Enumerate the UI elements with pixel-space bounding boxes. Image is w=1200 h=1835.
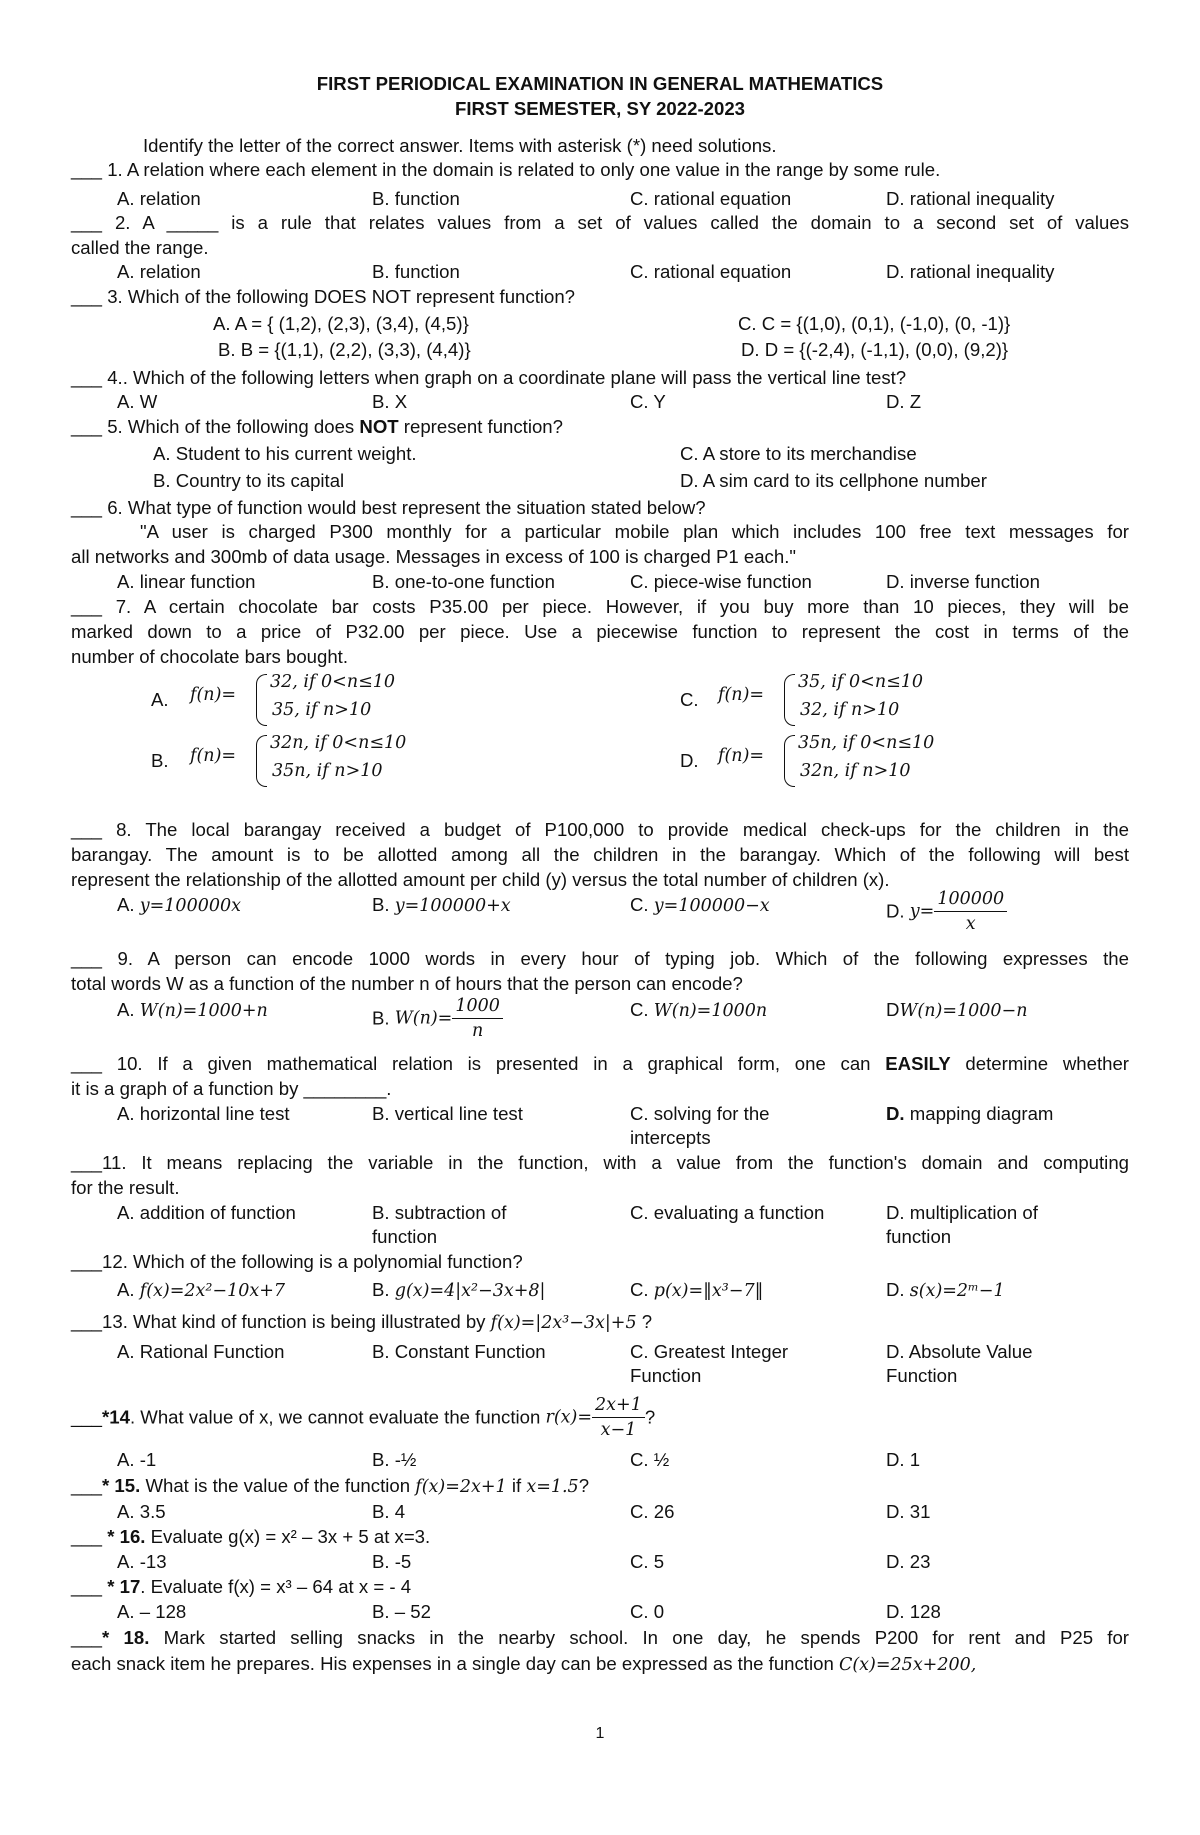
q14-option-b: B. -½: [372, 1449, 417, 1470]
page-number: 1: [595, 1725, 605, 1742]
q11-option-d: D. multiplication of: [886, 1202, 1038, 1223]
q3-option-c: C. C = {(1,0), (0,1), (-1,0), (0, -1)}: [738, 313, 1011, 334]
q12-option-d: D. s(x)=2ᵐ−1: [886, 1279, 1005, 1301]
q8-option-c: C. y=100000−x: [630, 894, 770, 916]
q17-option-c: C. 0: [630, 1601, 665, 1622]
q7-option-b-label: B.: [151, 750, 169, 771]
q8-option-a: A. y=100000x: [117, 894, 241, 916]
question-17-stem: ___ * 17. Evaluate f(x) = x³ – 64 at x = - 4: [71, 1576, 412, 1597]
q15-option-a: A. 3.5: [117, 1501, 166, 1522]
question-18-stem-cont: each snack item he prepares. His expenses in a single day can be expressed as the function C(x)=25x+200,: [71, 1653, 977, 1675]
q2-option-b: B. function: [372, 261, 460, 282]
q12-option-b: B. g(x)=4|x²−3x+8|: [372, 1279, 546, 1301]
question-16-stem: ___ * 16. Evaluate g(x) = x² – 3x + 5 at x=3.: [71, 1526, 431, 1547]
q11-option-b-cont: function: [372, 1226, 438, 1247]
q5-option-b: B. Country to its capital: [153, 470, 345, 491]
q11-option-a: A. addition of function: [117, 1202, 296, 1223]
q10-option-d: D. mapping diagram: [886, 1103, 1054, 1124]
q16-option-a: A. -13: [117, 1551, 167, 1572]
q14-option-c: C. ½: [630, 1449, 670, 1470]
q2-option-a: A. relation: [117, 261, 201, 282]
q11-option-c: C. evaluating a function: [630, 1202, 825, 1223]
q9-option-b: B. W(n)= $\frac{1000}{n}$: [372, 994, 503, 1043]
question-7-stem-cont: marked down to a price of P32.00 per piece. Use a piecewise function to represent the cost in terms of the: [71, 621, 1129, 642]
q7-option-a-label: A.: [151, 689, 169, 710]
q14-option-a: A. -1: [117, 1449, 157, 1470]
q6-option-b: B. one-to-one function: [372, 571, 555, 592]
question-4-stem: ___ 4.. Which of the following letters when graph on a coordinate plane will pass the vertical line test?: [71, 367, 907, 388]
exam-subtitle: FIRST SEMESTER, SY 2022-2023: [454, 98, 746, 119]
q9-option-c: C. W(n)=1000n: [630, 999, 768, 1021]
q4-option-c: C. Y: [630, 391, 666, 412]
question-9-stem-cont: total words W as a function of the number n of hours that the person can encode?: [71, 973, 743, 994]
q12-option-c: C. p(x)=‖x³−7‖: [630, 1279, 764, 1301]
q16-option-b: B. -5: [372, 1551, 412, 1572]
question-8-stem-cont: barangay. The amount is to be allotted among all the children in the barangay. Which of the following will best: [71, 844, 1129, 865]
q8-option-b: B. y=100000+x: [372, 894, 511, 916]
question-12-stem: ___12. Which of the following is a polynomial function?: [71, 1251, 523, 1272]
question-11-stem: ___11. It means replacing the variable in the function, with a value from the function's domain and computing: [71, 1152, 1129, 1173]
q17-option-a: A. – 128: [117, 1601, 187, 1622]
q5-option-a: A. Student to his current weight.: [153, 443, 417, 464]
q9-option-d: DW(n)=1000−n: [886, 999, 1028, 1021]
question-15-stem: ___* 15. What is the value of the function f(x)=2x+1 if x=1.5?: [71, 1475, 590, 1497]
q8-option-d: D. y= $\frac{100000}{x}$: [886, 887, 1007, 936]
question-7-stem: ___ 7. A certain chocolate bar costs P35.00 per piece. However, if you buy more than 10 pieces, they will be: [71, 596, 1129, 617]
q6-option-d: D. inverse function: [886, 571, 1040, 592]
q5-option-c: C. A store to its merchandise: [680, 443, 917, 464]
q13-option-c: C. Greatest Integer: [630, 1341, 789, 1362]
q15-option-d: D. 31: [886, 1501, 931, 1522]
q3-option-d: D. D = {(-2,4), (-1,1), (0,0), (9,2)}: [741, 339, 1009, 360]
q6-option-a: A. linear function: [117, 571, 256, 592]
question-3-stem: ___ 3. Which of the following DOES NOT represent function?: [71, 286, 576, 307]
question-10-stem-cont: it is a graph of a function by ________.: [71, 1078, 392, 1099]
q11-option-b: B. subtraction of: [372, 1202, 507, 1223]
q10-option-a: A. horizontal line test: [117, 1103, 290, 1124]
q11-option-d-cont: function: [886, 1226, 952, 1247]
exam-page: FIRST PERIODICAL EXAMINATION IN GENERAL MATHEMATICS FIRST SEMESTER, SY 2022-2023 Identify the letter of the correct answer. Items with asterisk (*) need solutions. ___ 1. A relation where each element in the domain is related to only one value in the range by some rule. A. relation B. function C. rational equation D. rational inequality ___ 2. A _____ is a rule that relates values from a set of values called the domain to a second set of values called the range. A. relation B. function C. rational equation D. rational inequality ___ 3. Which of the following DOES NOT represent function? A. A = { (1,2), (2,3), (3,4), (4,5)} C. C = {(1,0), (0,1), (-1,0), (0, -1)} B. B = {(1,1), (2,2), (3,3), (4,4)} D. D = {(-2,4), (-1,1), (0,0), (9,2)} ___ 4.. Which of the following letters when graph on a coordinate plane will pass the vertical line test? A. W B. X C. Y D. Z ___ 5. Which of the following does NOT represent function? A. Student to his current weight. C. A store to its merchandise B. Country to its capital D. A sim card to its cellphone number ___ 6. What type of function would best represent the situation stated below? "A user is charged P300 monthly for a particular mobile plan which includes 100 free text messages for all networks and 300mb of data usage. Messages in excess of 100 is charged P1 each." A. linear function B. one-to-one function C. piece-wise function D. inverse function ___ 7. A certain chocolate bar costs P35.00 per piece. However, if you buy more than 10 pieces, they will be marked down to a price of P32.00 per piece. Use a piecewise function to represent the cost in terms of the number of chocolate bars bought. A. f(n)= 32, if 0<n≤10 35, if n>10 C. f(n)= 35, if 0<n≤10 32, if n>10 B. f(n)= 32n, if 0<n≤10 35n, if n>10 D. f(n)= 35n, if 0<n≤10 32n, if n>10 ___ 8. The local barangay received a budget of P100,000 to provide medical check-ups for the children in the barangay. The amount is to be allotted among all the children in the barangay. Which of the following will best represent the relationship of the allotted amount per child (y) versus the total number of children (x). A. y=100000x B. y=100000+x C. y=100000−x D. y= $\frac{100000}{x}$ ___ 9. A person can encode 1000 words in every hour of typing job. Which of the following expresses the total words W as a function of the number n of hours that the person can encode? A. W(n)=1000+n B. W(n)= $\frac{1000}{n}$ C. W(n)=1000n DW(n)=1000−n ___ 10. If a given mathematical relation is presented in a graphical form, one can EASILY determine whether it is a graph of a function by ________. A. horizontal line test B. vertical line test C. solving for the intercepts D. mapping diagram ___11. It means replacing the variable in the function, with a value from the function's domain and computing for the result. A. addition of function B. subtraction of function C. evaluating a function D. multiplication of function ___12. Which of the following is a polynomial function? A. f(x)=2x²−10x+7 B. g(x)=4|x²−3x+8| C. p(x)=‖x³−7‖ D. s(x)=2ᵐ−1 ___13. What kind of function is being illustrated by f(x)=|2x³−3x|+5 ? A. Rational Function B. Constant Function C. Greatest Integer Function D. Absolute Value Function ___*14. What value of x, we cannot evaluate the function r(x)= $\frac{2x+1}{x-1}$ ? A. -1 B. -½ C. ½ D. 1 ___* 15. What is the value of the function f(x)=2x+1 if x=1.5? A. 3.5 B. 4 C. 26 D. 31 ___ * 16. Evaluate g(x) = x² – 3x + 5 at x=3. A. -13 B. -5 C. 5 D. 23 ___ * 17. Evaluate f(x) = x³ – 64 at x = - 4 A. – 128 B. – 52 C. 0 D. 128 ___* 18. Mark started selling snacks in the nearby school. In one day, he spends P200 for rent and P25 for each snack item he prepares. His expenses in a single day can be expressed as the function C(x)=25x+200, 1: [0, 0, 1200, 1835]
q5-option-d: D. A sim card to its cellphone number: [680, 470, 987, 491]
question-11-stem-cont: for the result.: [71, 1177, 180, 1198]
q6-scenario: "A user is charged P300 monthly for a particular mobile plan which includes 100 free text messages for: [140, 521, 1129, 542]
q4-option-d: D. Z: [886, 391, 922, 412]
question-9-stem: ___ 9. A person can encode 1000 words in every hour of typing job. Which of the following expresses the: [71, 948, 1129, 969]
q1-option-b: B. function: [372, 188, 460, 209]
q14-option-d: D. 1: [886, 1449, 921, 1470]
question-8-stem-end: represent the relationship of the allotted amount per child (y) versus the total number of children (x).: [71, 869, 890, 890]
q13-option-d-cont: Function: [886, 1365, 958, 1386]
q13-option-b: B. Constant Function: [372, 1341, 546, 1362]
q12-option-a: A. f(x)=2x²−10x+7: [117, 1279, 286, 1301]
question-6-stem: ___ 6. What type of function would best represent the situation stated below?: [71, 497, 706, 518]
q16-option-d: D. 23: [886, 1551, 931, 1572]
question-2-stem: ___ 2. A _____ is a rule that relates values from a set of values called the domain to a second set of values: [71, 212, 1129, 233]
q7-option-c-label: C.: [680, 689, 699, 710]
q4-option-b: B. X: [372, 391, 408, 412]
question-7-stem-end: number of chocolate bars bought.: [71, 646, 349, 667]
q16-option-c: C. 5: [630, 1551, 665, 1572]
question-2-stem-cont: called the range.: [71, 237, 209, 258]
q3-option-b: B. B = {(1,1), (2,2), (3,3), (4,4)}: [218, 339, 471, 360]
q1-option-a: A. relation: [117, 188, 201, 209]
question-10-stem: ___ 10. If a given mathematical relation is presented in a graphical form, one can EASILY determine whether: [71, 1053, 1129, 1074]
q6-scenario-cont: all networks and 300mb of data usage. Messages in excess of 100 is charged P1 each.": [71, 546, 796, 567]
question-1-stem: ___ 1. A relation where each element in the domain is related to only one value in the range by some rule.: [71, 159, 941, 180]
instructions: Identify the letter of the correct answer. Items with asterisk (*) need solutions.: [143, 135, 777, 156]
q13-option-d: D. Absolute Value: [886, 1341, 1033, 1362]
question-14-stem: ___*14. What value of x, we cannot evaluate the function r(x)= $\frac{2x+1}{x-1}$ ?: [71, 1395, 656, 1440]
q15-option-c: C. 26: [630, 1501, 675, 1522]
question-8-stem: ___ 8. The local barangay received a budget of P100,000 to provide medical check-ups for the children in the: [71, 819, 1129, 840]
q13-option-c-cont: Function: [630, 1365, 702, 1386]
q1-option-d: D. rational inequality: [886, 188, 1055, 209]
q13-option-a: A. Rational Function: [117, 1341, 285, 1362]
q17-option-b: B. – 52: [372, 1601, 431, 1622]
q2-option-c: C. rational equation: [630, 261, 792, 282]
q17-option-d: D. 128: [886, 1601, 941, 1622]
q2-option-d: D. rational inequality: [886, 261, 1055, 282]
q10-option-c-cont: intercepts: [630, 1127, 711, 1148]
q4-option-a: A. W: [117, 391, 158, 412]
q1-option-c: C. rational equation: [630, 188, 792, 209]
q6-option-c: C. piece-wise function: [630, 571, 812, 592]
question-18-stem: ___* 18. Mark started selling snacks in the nearby school. In one day, he spends P200 for rent and P25 for: [71, 1627, 1129, 1648]
q7-option-d-label: D.: [680, 750, 699, 771]
q10-option-b: B. vertical line test: [372, 1103, 523, 1124]
exam-title: FIRST PERIODICAL EXAMINATION IN GENERAL MATHEMATICS: [316, 73, 884, 94]
q3-option-a: A. A = { (1,2), (2,3), (3,4), (4,5)}: [213, 313, 469, 334]
question-5-stem: ___ 5. Which of the following does NOT represent function?: [71, 416, 563, 437]
q9-option-a: A. W(n)=1000+n: [117, 999, 268, 1021]
q15-option-b: B. 4: [372, 1501, 406, 1522]
question-13-stem: ___13. What kind of function is being illustrated by f(x)=|2x³−3x|+5 ?: [71, 1311, 653, 1333]
q10-option-c: C. solving for the: [630, 1103, 770, 1124]
